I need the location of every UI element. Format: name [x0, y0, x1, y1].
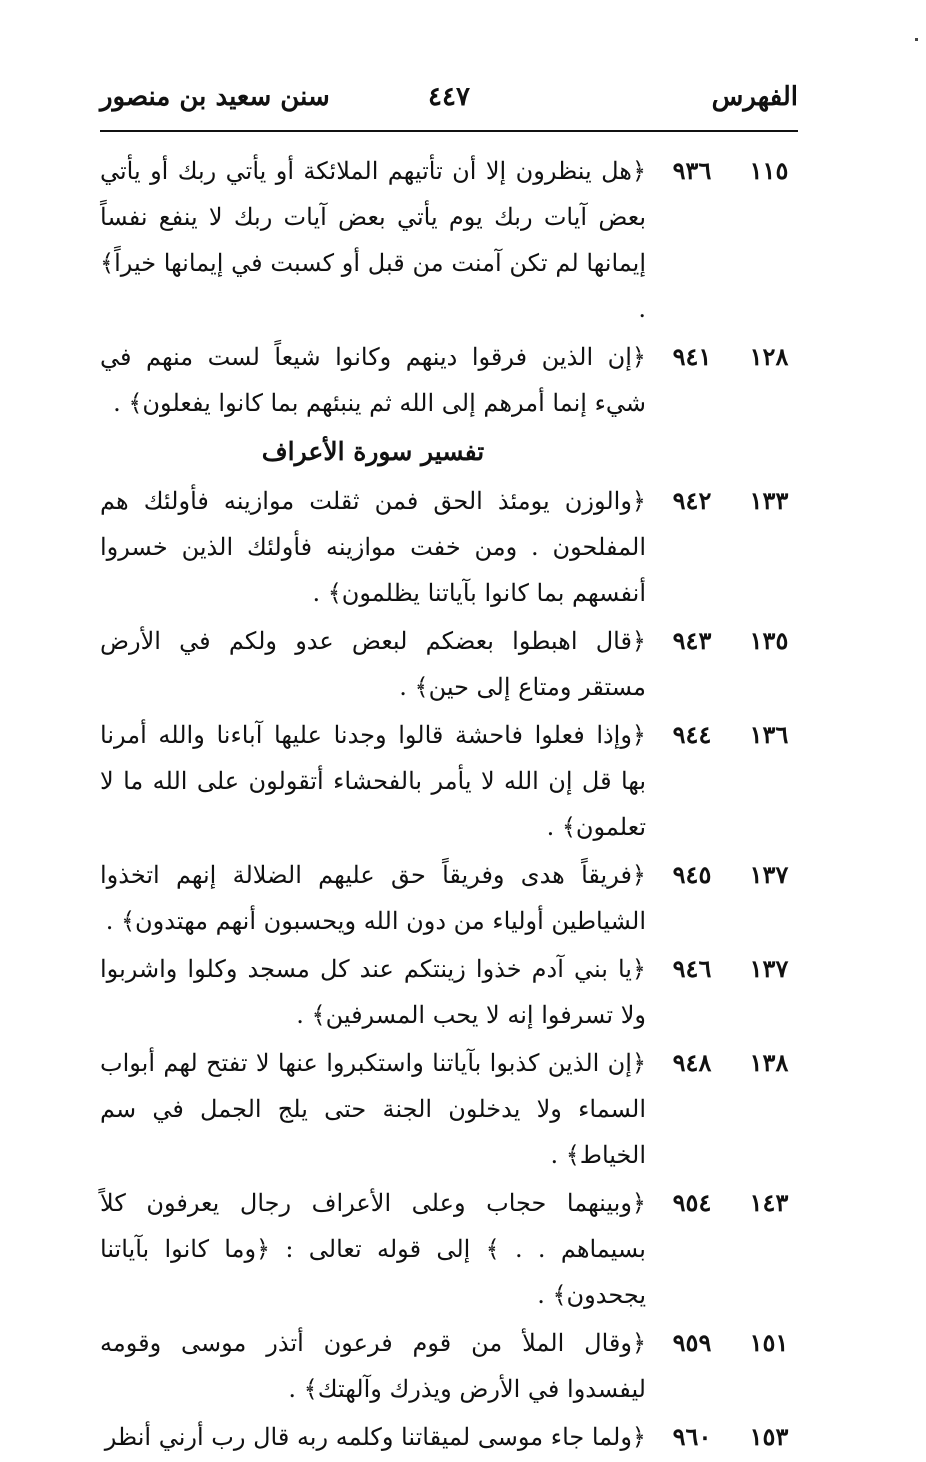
- index-entry: [100, 946, 794, 1038]
- index-entry: [100, 334, 794, 426]
- scan-speck: [915, 38, 918, 41]
- entry-page-number: ١٤٣: [749, 1188, 789, 1217]
- entry-hadith-number: ٩٣٦: [672, 156, 712, 185]
- header-section-title: الفهرس: [711, 82, 798, 112]
- entry-verse-text: ﴿إن الذين فرقوا دينهم وكانوا شيعاً لست منهم في شيء إنما أمرهم إلى الله ثم ينبئهم بما كانوا يفعلون﴾ .: [100, 343, 646, 417]
- entry-verse-text: ﴿وإذا فعلوا فاحشة قالوا وجدنا عليها آباءنا والله أمرنا بها قل إن الله لا يأمر بالفحشاء أتقولون على الله ما لا تعلمون﴾ .: [100, 721, 646, 841]
- entry-page-number: ١٣٥: [749, 626, 789, 655]
- index-list: [100, 148, 794, 1462]
- index-entry: [100, 1320, 794, 1412]
- entry-hadith-number: ٩٤٣: [672, 626, 712, 655]
- entry-page-number: ١٢٨: [749, 342, 789, 371]
- entry-page-number: ١١٥: [749, 156, 789, 185]
- index-entry: [100, 1180, 794, 1318]
- entry-hadith-number: ٩٤١: [672, 342, 712, 371]
- index-entry: [100, 618, 794, 710]
- header-rule: [100, 130, 798, 132]
- entry-verse-text: ﴿قال اهبطوا بعضكم لبعض عدو ولكم في الأرض مستقر ومتاع إلى حين﴾ .: [100, 627, 646, 701]
- index-entry: [100, 148, 794, 332]
- index-entry: [100, 478, 794, 616]
- entry-page-number: ١٣٨: [749, 1048, 789, 1077]
- entry-hadith-number: ٩٤٨: [672, 1048, 712, 1077]
- page-number: ٤٤٧: [428, 82, 470, 112]
- entry-hadith-number: ٩٥٩: [672, 1328, 712, 1357]
- entry-verse-text: ﴿ولما جاء موسى لميقاتنا وكلمه ربه قال رب أرني أنظر: [104, 1423, 646, 1451]
- entry-hadith-number: ٩٤٢: [672, 486, 712, 515]
- index-entry: [100, 712, 794, 850]
- entry-page-number: ١٥١: [749, 1328, 789, 1357]
- entry-verse-text: ﴿يا بني آدم خذوا زينتكم عند كل مسجد وكلوا واشربوا ولا تسرفوا إنه لا يحب المسرفين﴾ .: [100, 955, 646, 1029]
- entry-hadith-number: ٩٥٤: [672, 1188, 712, 1217]
- running-header: [100, 78, 798, 126]
- index-entry: [100, 1040, 794, 1178]
- index-entry: [100, 1414, 794, 1460]
- entry-hadith-number: ٩٦٠: [672, 1422, 712, 1451]
- entry-verse-text: ﴿إن الذين كذبوا بآياتنا واستكبروا عنها لا تفتح لهم أبواب السماء ولا يدخلون الجنة حتى يلج الجمل في سم الخياط﴾ .: [100, 1049, 646, 1169]
- entry-verse-text: ﴿وبينهما حجاب وعلى الأعراف رجال يعرفون كلاً بسيماهم . . ﴾ إلى قوله تعالى : ﴿وما كانوا بآياتنا يجحدون﴾ .: [100, 1189, 646, 1309]
- surah-section-heading: تفسير سورة الأعراف: [261, 437, 485, 466]
- entry-page-number: ١٥٣: [749, 1422, 789, 1451]
- entry-hadith-number: ٩٤٦: [672, 954, 712, 983]
- entry-page-number: ١٣٧: [749, 954, 789, 983]
- entry-verse-text: ﴿وقال الملأ من قوم فرعون أتذر موسى وقومه ليفسدوا في الأرض ويذرك وآلهتك﴾ .: [100, 1329, 646, 1403]
- entry-page-number: ١٣٦: [749, 720, 789, 749]
- entry-page-number: ١٣٣: [749, 486, 789, 515]
- entry-verse-text: ﴿فريقاً هدى وفريقاً حق عليهم الضلالة إنهم اتخذوا الشياطين أولياء من دون الله ويحسبون أنهم مهتدون﴾ .: [100, 861, 646, 935]
- header-book-title: سنن سعيد بن منصور: [100, 82, 330, 112]
- entry-hadith-number: ٩٤٥: [672, 860, 712, 889]
- entry-verse-text: ﴿والوزن يومئذ الحق فمن ثقلت موازينه فأولئك هم المفلحون . ومن خفت موازينه فأولئك الذين خسروا أنفسهم بما كانوا بآياتنا يظلمون﴾ .: [100, 487, 646, 607]
- entry-hadith-number: ٩٤٤: [672, 720, 712, 749]
- index-entry: [100, 852, 794, 944]
- entry-verse-text: ﴿هل ينظرون إلا أن تأتيهم الملائكة أو يأتي ربك أو يأتي بعض آيات ربك يوم يأتي بعض آيات ربك لا ينفع نفساً إيمانها لم تكن آمنت من قبل أو كسبت في إيمانها خيراً﴾ .: [100, 157, 646, 323]
- entry-page-number: ١٣٧: [749, 860, 789, 889]
